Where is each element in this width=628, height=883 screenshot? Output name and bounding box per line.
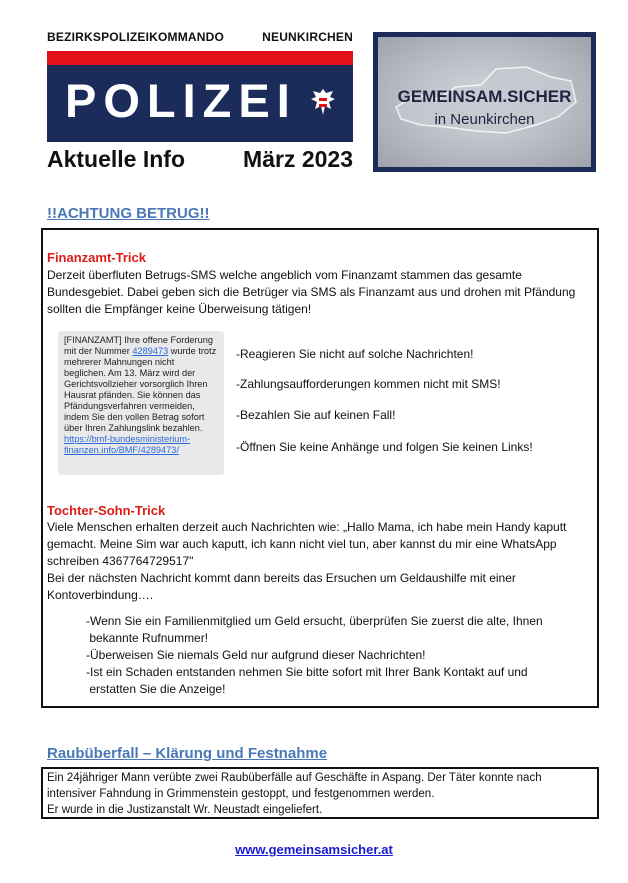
text-line: Viele Menschen erhalten derzeit auch Nachrichten wie: „Hallo Mama, ich habe mein Handy kaputt — [47, 520, 567, 534]
finanzamt-heading: Finanzamt-Trick — [47, 250, 146, 265]
text-line: intensiver Fahndung in Grimmenstein gestoppt, und festgenommen werden. — [47, 788, 435, 800]
district-name: NEUNKIRCHEN — [262, 30, 353, 44]
tip-line: -Wenn Sie ein Familienmitglied um Geld ersucht, überprüfen Sie zuerst die alte, Ihnen — [86, 614, 543, 628]
logo-red-bar — [47, 51, 353, 65]
text-line: Bei der nächsten Nachricht kommt dann bereits das Ersuchen um Geldaushilfe mit einer — [47, 571, 516, 585]
advice-item: -Bezahlen Sie auf keinen Fall! — [236, 408, 396, 422]
text-line: schreiben 4367764729517" — [47, 554, 194, 568]
tip-line: bekannte Rufnummer! — [86, 631, 209, 645]
text-line: Ein 24jähriger Mann verübte zwei Raubüberfälle auf Geschäfte in Aspang. Der Täter konnte nach — [47, 772, 542, 784]
banner-title: GEMEINSAM.SICHER — [397, 87, 572, 106]
advice-item: -Zahlungsaufforderungen kommen nicht mit SMS! — [236, 377, 501, 391]
finanzamt-text — [47, 267, 595, 318]
page-title — [47, 146, 353, 173]
sms-example — [58, 331, 224, 475]
logo-wordmark: POLIZEI — [65, 74, 297, 127]
sms-fraud-link[interactable]: https://bmf-bundesministerium-finanzen.info/BMF/4289473/ — [64, 434, 191, 455]
tip-line: -Ist ein Schaden entstanden nehmen Sie bitte sofort mit Ihrer Bank Kontakt auf und — [86, 665, 528, 679]
website-link[interactable]: www.gemeinsamsicher.at — [235, 842, 393, 857]
polizei-logo — [47, 51, 353, 142]
raub-heading: Raubüberfall – Klärung und Festnahme — [47, 745, 328, 762]
title-date: März 2023 — [243, 146, 353, 172]
austrian-eagle-icon — [309, 85, 337, 121]
text-line: Er wurde in die Justizanstalt Wr. Neustadt eingeliefert. — [47, 804, 323, 816]
text-line: sollten die Empfänger keine Überweisung tätigen! — [47, 302, 312, 316]
title-left: Aktuelle Info — [47, 146, 186, 172]
gemeinsam-sicher-banner — [373, 32, 596, 172]
text-line: Kontoverbindung…. — [47, 588, 154, 602]
sms-text-2: wurde trotz mehrerer Mahnungen nicht beglichen. Am 13. März wird der Gerichtsvollzieher vorsorglich Ihren Hausrat pfänden. Sie können das Pfändungsverfahren vermeiden, indem Sie den vollen Betrag sofort über Ihren Zahlungslink bezahlen. — [64, 346, 217, 433]
text-line: gemacht. Meine Sim war auch kaputt, ich kann nicht viel tun, aber kannst du mir eine WhatsApp — [47, 537, 557, 551]
banner-background — [378, 37, 591, 167]
tochter-text — [47, 519, 595, 604]
sms-text-1: [FINANZAMT] Ihre offene Forderung mit der Nummer — [64, 335, 213, 356]
tip-line: -Überweisen Sie niemals Geld nur aufgrund dieser Nachrichten! — [86, 648, 426, 662]
raub-text — [47, 770, 595, 818]
org-name: BEZIRKSPOLIZEIKOMMANDO — [47, 30, 225, 44]
text-line: Bundesgebiet. Dabei geben sich die Betrüger via SMS als Finanzamt aus und drohen mit Pfändung — [47, 285, 576, 299]
tip-line: erstatten Sie die Anzeige! — [86, 682, 226, 696]
header-top-line — [47, 30, 353, 44]
advice-item: -Reagieren Sie nicht auf solche Nachrichten! — [236, 347, 474, 361]
text-line: Derzeit überfluten Betrugs-SMS welche angeblich vom Finanzamt stammen das gesamte — [47, 268, 522, 282]
advice-item: -Öffnen Sie keine Anhänge und folgen Sie keinen Links! — [236, 440, 533, 454]
warning-heading: !!ACHTUNG BETRUG!! — [47, 205, 210, 222]
tochter-tips — [86, 613, 586, 698]
sms-number: 4289473 — [132, 346, 169, 356]
banner-subtitle: in Neunkirchen — [434, 111, 535, 128]
tochter-heading: Tochter-Sohn-Trick — [47, 503, 166, 518]
